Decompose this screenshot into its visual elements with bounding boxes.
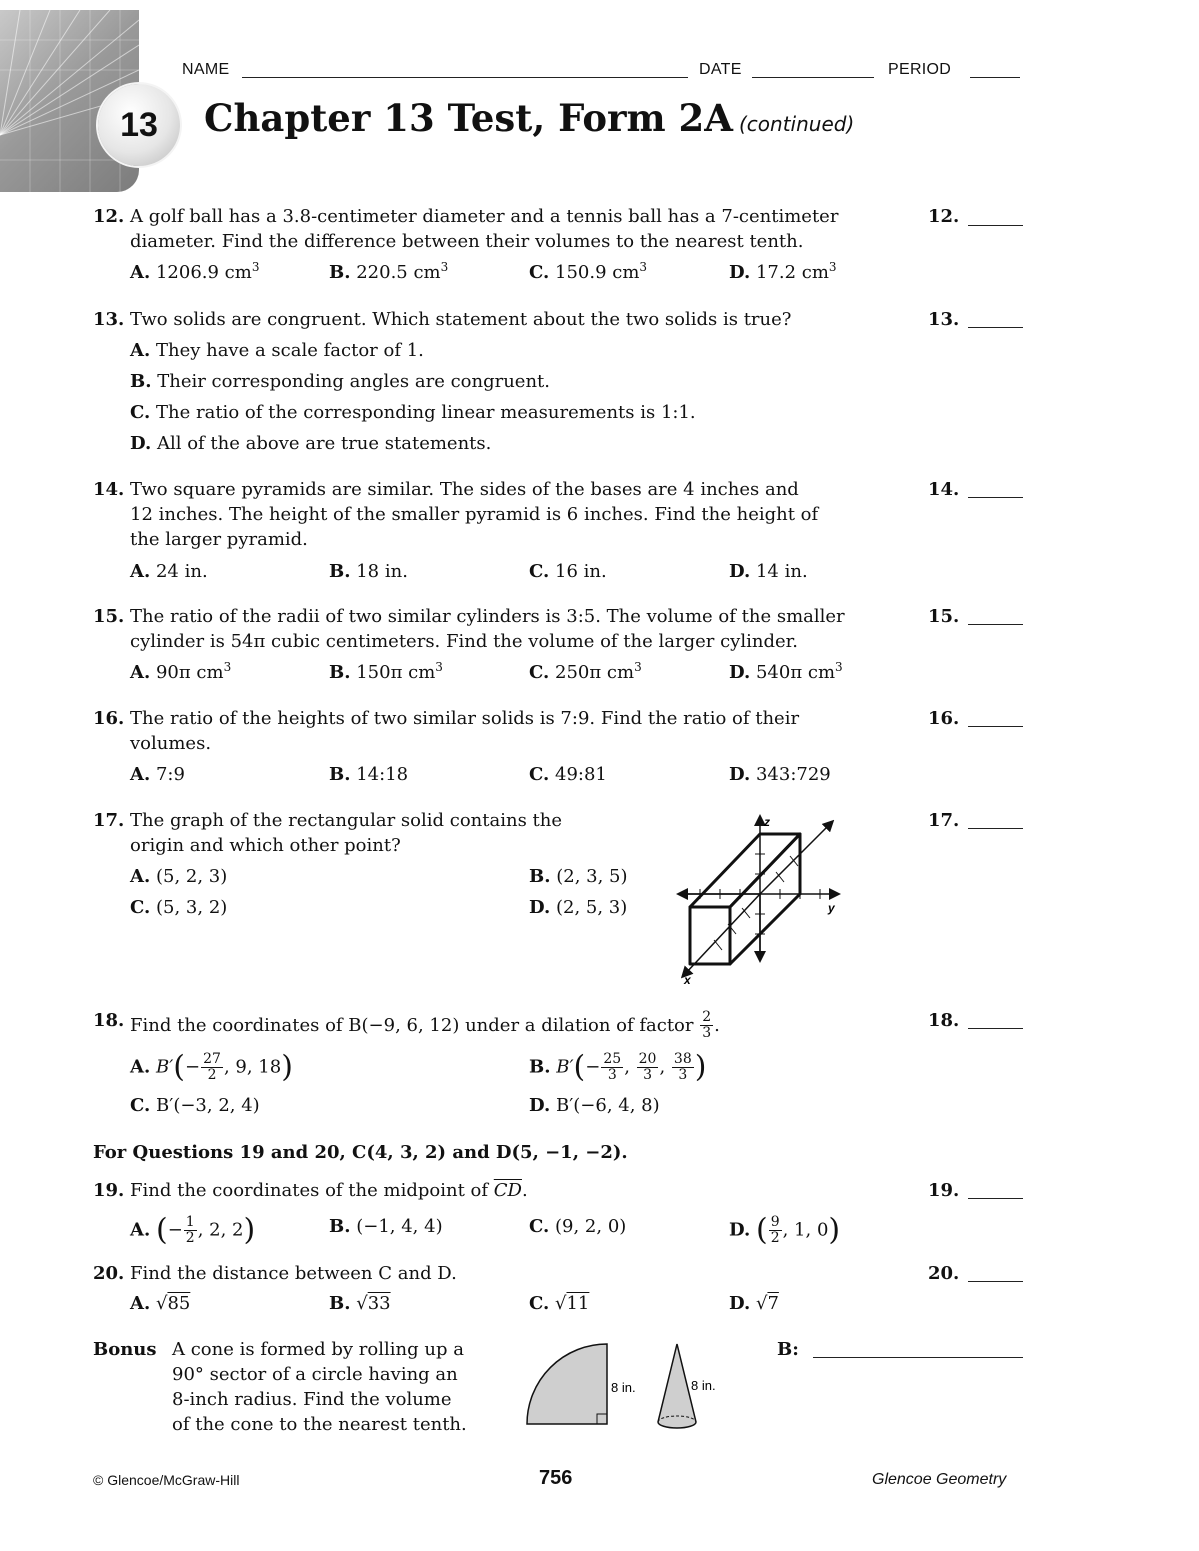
option-b[interactable]: B. 14:18 bbox=[329, 764, 409, 785]
answer-blank[interactable] bbox=[968, 1198, 1023, 1199]
option-c[interactable]: C. 250π $cm^3$ bbox=[529, 660, 642, 683]
page-title: Chapter 13 Test, Form 2A (continued) bbox=[204, 96, 855, 140]
answer-label: 12. bbox=[928, 206, 960, 227]
option-b[interactable]: B. √33 bbox=[329, 1293, 391, 1314]
date-label: DATE bbox=[699, 61, 742, 78]
answer-blank[interactable] bbox=[968, 828, 1023, 829]
question-number: 13. bbox=[93, 309, 125, 330]
sector-shape bbox=[527, 1344, 607, 1424]
option-d[interactable]: D. All of the above are true statements. bbox=[130, 433, 492, 454]
book-title: Glencoe Geometry bbox=[872, 1471, 1007, 1488]
option-b[interactable]: B. 150π $cm^3$ bbox=[329, 660, 443, 683]
option-a[interactable]: A. (5, 2, 3) bbox=[130, 866, 228, 887]
question-text: diameter. Find the difference between their volumes to the nearest tenth. bbox=[130, 231, 804, 252]
period-field[interactable] bbox=[970, 77, 1020, 78]
solid-front-face bbox=[690, 907, 730, 964]
option-b[interactable]: B. B′(− $\frac{25}{3}$ , $\frac{20}{3}$ , $\frac{38}{3}$ ) bbox=[529, 1049, 707, 1085]
option-a[interactable]: A. 1206.9 $cm^3$ bbox=[130, 260, 260, 283]
question-text: Two solids are congruent. Which statement about the two solids is true? bbox=[130, 309, 792, 330]
answer-label: 13. bbox=[928, 309, 960, 330]
question-text: Find the distance between C and D. bbox=[130, 1263, 457, 1284]
page-number: 756 bbox=[539, 1467, 573, 1489]
question-text: Find the coordinates of the midpoint of $\overline{CD}$. bbox=[130, 1180, 528, 1201]
option-b[interactable]: B. Their corresponding angles are congruent. bbox=[130, 371, 550, 392]
answer-label: 16. bbox=[928, 708, 960, 729]
bonus-answer-blank[interactable] bbox=[813, 1357, 1023, 1358]
answer-blank[interactable] bbox=[968, 726, 1023, 727]
bonus-text: 90° sector of a circle having an bbox=[172, 1364, 458, 1385]
answer-blank[interactable] bbox=[968, 1028, 1023, 1029]
question-text: A golf ball has a 3.8-centimeter diameter and a tennis ball has a 7-centimeter bbox=[130, 206, 839, 227]
option-b[interactable]: B. (−1, 4, 4) bbox=[329, 1216, 443, 1237]
option-c[interactable]: C. 16 in. bbox=[529, 561, 607, 582]
bonus-label: Bonus bbox=[93, 1339, 157, 1360]
option-d[interactable]: D. 540π $cm^3$ bbox=[729, 660, 843, 683]
option-c[interactable]: C. √11 bbox=[529, 1293, 590, 1314]
question-number: 18. bbox=[93, 1010, 125, 1031]
question-text: volumes. bbox=[130, 733, 212, 754]
question-number: 20. bbox=[93, 1263, 125, 1284]
sector-radius-label: 8 in. bbox=[611, 1380, 636, 1395]
bonus-answer-label: B: bbox=[777, 1339, 799, 1360]
bonus-text: of the cone to the nearest tenth. bbox=[172, 1414, 467, 1435]
option-d[interactable]: D. B′(−6, 4, 8) bbox=[529, 1095, 660, 1116]
option-d[interactable]: D. 343:729 bbox=[729, 764, 831, 785]
question-text: the larger pyramid. bbox=[130, 529, 308, 550]
question-number: 16. bbox=[93, 708, 125, 729]
option-a[interactable]: A. 7:9 bbox=[130, 764, 185, 785]
question-text: 12 inches. The height of the smaller pyramid is 6 inches. Find the height of bbox=[130, 504, 819, 525]
option-b[interactable]: B. 220.5 $cm^3$ bbox=[329, 260, 449, 283]
answer-blank[interactable] bbox=[968, 497, 1023, 498]
option-a[interactable]: A. They have a scale factor of 1. bbox=[130, 340, 424, 361]
answer-label: 18. bbox=[928, 1010, 960, 1031]
bonus-text: A cone is formed by rolling up a bbox=[172, 1339, 464, 1360]
name-label: NAME bbox=[182, 61, 230, 78]
option-c[interactable]: C. 150.9 $cm^3$ bbox=[529, 260, 648, 283]
option-b[interactable]: B. 18 in. bbox=[329, 561, 408, 582]
option-c[interactable]: C. B′(−3, 2, 4) bbox=[130, 1095, 260, 1116]
answer-blank[interactable] bbox=[968, 225, 1023, 226]
answer-blank[interactable] bbox=[968, 624, 1023, 625]
answer-blank[interactable] bbox=[968, 327, 1023, 328]
period-label: PERIOD bbox=[888, 61, 952, 78]
question-number: 19. bbox=[93, 1180, 125, 1201]
option-a[interactable]: A. (− $\frac{1}{2}$ , 2, 2) bbox=[130, 1212, 256, 1248]
x-axis-label: x bbox=[684, 973, 691, 987]
cone-slant-label: 8 in. bbox=[691, 1378, 716, 1393]
question-text: origin and which other point? bbox=[130, 835, 401, 856]
question-number: 15. bbox=[93, 606, 125, 627]
answer-label: 17. bbox=[928, 810, 960, 831]
option-d[interactable]: D. √7 bbox=[729, 1293, 779, 1314]
option-d[interactable]: D. ( $\frac{9}{2}$ , 1, 0) bbox=[729, 1212, 841, 1248]
date-field[interactable] bbox=[752, 77, 874, 78]
z-axis-label: z bbox=[764, 815, 770, 829]
option-d[interactable]: D. 17.2 $cm^3$ bbox=[729, 260, 837, 283]
option-c[interactable]: C. 49:81 bbox=[529, 764, 607, 785]
option-a[interactable]: A. B′(− $\frac{27}{2}$ , 9, 18) bbox=[130, 1049, 293, 1085]
option-d[interactable]: D. (2, 5, 3) bbox=[529, 897, 628, 918]
answer-label: 14. bbox=[928, 479, 960, 500]
question-text: The ratio of the radii of two similar cylinders is 3:5. The volume of the smaller bbox=[130, 606, 845, 627]
option-b[interactable]: B. (2, 3, 5) bbox=[529, 866, 628, 887]
answer-label: 15. bbox=[928, 606, 960, 627]
question-text: The ratio of the heights of two similar solids is 7:9. Find the ratio of their bbox=[130, 708, 800, 729]
option-c[interactable]: C. (5, 3, 2) bbox=[130, 897, 228, 918]
question-text: The graph of the rectangular solid contains the bbox=[130, 810, 563, 831]
bonus-text: 8-inch radius. Find the volume bbox=[172, 1389, 452, 1410]
question-number: 17. bbox=[93, 810, 125, 831]
bonus-figure bbox=[525, 1340, 725, 1440]
rectangular-solid-graph bbox=[670, 812, 845, 987]
option-a[interactable]: A. √85 bbox=[130, 1293, 191, 1314]
option-c[interactable]: C. (9, 2, 0) bbox=[529, 1216, 627, 1237]
question-text: cylinder is 54π cubic centimeters. Find the volume of the larger cylinder. bbox=[130, 631, 798, 652]
answer-label: 20. bbox=[928, 1263, 960, 1284]
y-axis-label: y bbox=[828, 901, 835, 915]
copyright: © Glencoe/McGraw-Hill bbox=[93, 1472, 240, 1488]
option-a[interactable]: A. 24 in. bbox=[130, 561, 208, 582]
questions-19-20-intro: For Questions 19 and 20, C(4, 3, 2) and D(5, −1, −2). bbox=[93, 1142, 628, 1163]
question-number: 14. bbox=[93, 479, 125, 500]
option-a[interactable]: A. 90π $cm^3$ bbox=[130, 660, 232, 683]
question-number: 12. bbox=[93, 206, 125, 227]
question-text: Two square pyramids are similar. The sides of the bases are 4 inches and bbox=[130, 479, 799, 500]
name-field[interactable] bbox=[242, 77, 688, 78]
question-text: Find the coordinates of B(−9, 6, 12) under a dilation of factor $\frac{2}{3}$ . bbox=[130, 1009, 720, 1041]
answer-blank[interactable] bbox=[968, 1281, 1023, 1282]
answer-label: 19. bbox=[928, 1180, 960, 1201]
option-d[interactable]: D. 14 in. bbox=[729, 561, 808, 582]
chapter-number-badge: 13 bbox=[98, 84, 180, 166]
option-c[interactable]: C. The ratio of the corresponding linear measurements is 1:1. bbox=[130, 402, 696, 423]
